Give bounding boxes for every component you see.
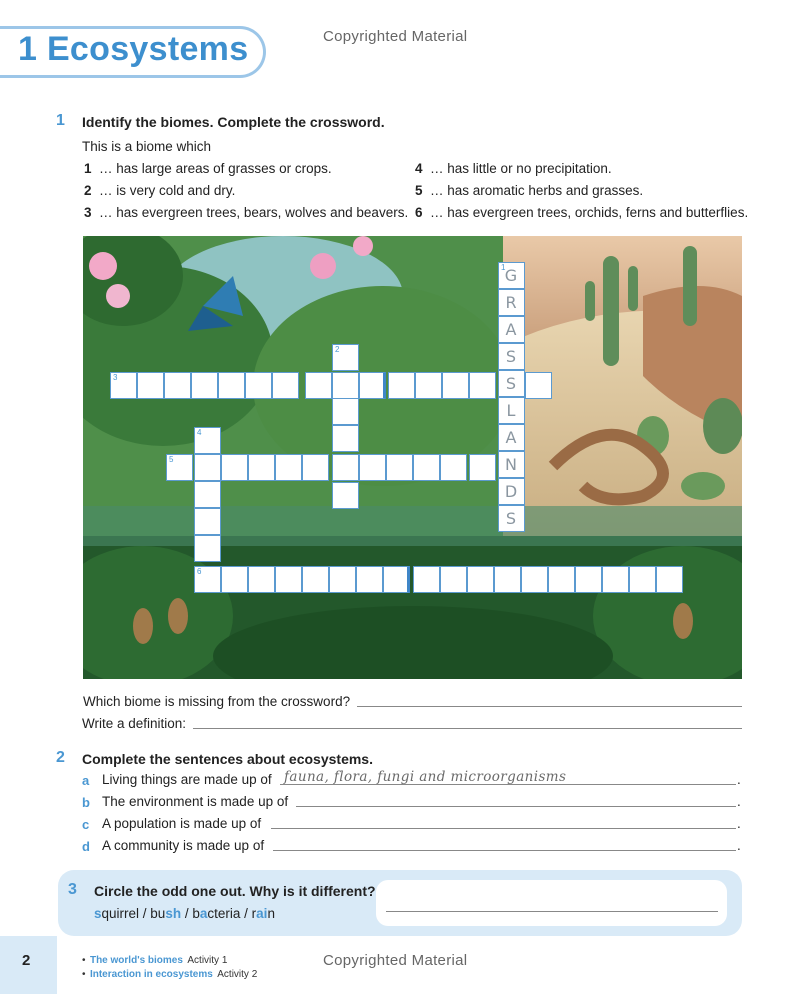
crossword-cell[interactable] bbox=[498, 262, 525, 289]
page-number: 2 bbox=[22, 952, 31, 969]
item-letter: d bbox=[82, 839, 90, 854]
exercise-3-answer-line[interactable] bbox=[386, 911, 718, 912]
clue-number: 3 bbox=[84, 205, 92, 220]
clue-number: 2 bbox=[84, 183, 92, 198]
crossword-cell[interactable] bbox=[194, 427, 221, 454]
clue-number: 6 bbox=[415, 205, 423, 220]
cell-number: 6 bbox=[197, 567, 202, 576]
item-letter: b bbox=[82, 795, 90, 810]
crossword-cell[interactable] bbox=[194, 535, 221, 562]
exercise-2-number: 2 bbox=[56, 749, 65, 766]
cell-letter: A bbox=[505, 428, 517, 447]
crossword-cell[interactable] bbox=[498, 289, 525, 316]
crossword-cell[interactable] bbox=[218, 372, 245, 399]
word-separator: / bbox=[240, 906, 252, 921]
crossword-cell[interactable] bbox=[656, 566, 683, 593]
cell-letter: G bbox=[504, 266, 518, 285]
exercise-1-intro: This is a biome which bbox=[82, 139, 212, 154]
activity-label: Activity 2 bbox=[217, 969, 258, 980]
word-squirrel[interactable]: squirrel bbox=[94, 906, 140, 921]
footer-link-2 bbox=[82, 964, 257, 982]
clue-text: … has aromatic herbs and grasses. bbox=[430, 183, 644, 198]
crossword-cell[interactable] bbox=[498, 370, 525, 397]
crossword-cell[interactable] bbox=[498, 424, 525, 451]
crossword-cell[interactable] bbox=[332, 372, 359, 399]
crossword-cell[interactable] bbox=[440, 454, 467, 481]
definition-prompt: Write a definition: bbox=[82, 716, 187, 731]
exercise-3-answer-box[interactable] bbox=[376, 880, 727, 926]
sentence-a-period: . bbox=[737, 772, 741, 787]
sentence-a: Living things are made up of bbox=[102, 772, 272, 787]
crossword-cell[interactable] bbox=[498, 478, 525, 505]
clue-number: 5 bbox=[415, 183, 423, 198]
cell-letter: R bbox=[505, 293, 517, 312]
clue-number: 1 bbox=[84, 161, 92, 176]
crossword-cell[interactable] bbox=[548, 566, 575, 593]
crossword-cell[interactable] bbox=[469, 454, 496, 481]
clue-1 bbox=[84, 161, 332, 176]
crossword-cell[interactable] bbox=[359, 372, 386, 399]
missing-biome-answer-line[interactable] bbox=[357, 706, 742, 707]
sentence-a-answer: fauna, flora, fungi and microorganisms bbox=[284, 769, 567, 785]
crossword-cell[interactable] bbox=[221, 566, 248, 593]
crossword-cell[interactable] bbox=[137, 372, 164, 399]
crossword-cell[interactable] bbox=[498, 343, 525, 370]
bullet: • bbox=[82, 969, 86, 980]
cell-number: 2 bbox=[335, 345, 340, 354]
clue-3 bbox=[84, 205, 408, 220]
word-separator: / bbox=[181, 906, 193, 921]
crossword-cell[interactable] bbox=[525, 372, 552, 399]
link-worlds-biomes[interactable]: The world's biomes bbox=[89, 955, 183, 966]
crossword-cell[interactable] bbox=[164, 372, 191, 399]
odd-one-out-words bbox=[94, 906, 275, 921]
sentence-c: A population is made up of bbox=[102, 816, 262, 831]
crossword-cell[interactable] bbox=[332, 425, 359, 452]
crossword-cell[interactable] bbox=[275, 454, 302, 481]
crossword-cell[interactable] bbox=[521, 566, 548, 593]
crossword-cell[interactable] bbox=[166, 454, 193, 481]
word-separator: / bbox=[139, 906, 151, 921]
clue-text: … has evergreen trees, bears, wolves and beavers. bbox=[99, 205, 409, 220]
word-rain[interactable]: rain bbox=[251, 906, 275, 921]
missing-biome-question: Which biome is missing from the crossword? bbox=[83, 694, 351, 709]
crossword-cell[interactable] bbox=[275, 566, 302, 593]
crossword-cell[interactable] bbox=[194, 481, 221, 508]
crossword-cell[interactable] bbox=[332, 344, 359, 371]
biomes-illustration bbox=[83, 236, 742, 679]
word-bacteria[interactable]: bacteria bbox=[192, 906, 241, 921]
crossword-cell[interactable] bbox=[110, 372, 137, 399]
crossword-cell[interactable] bbox=[498, 316, 525, 343]
cell-letter: S bbox=[505, 374, 517, 393]
sentence-b: The environment is made up of bbox=[102, 794, 289, 809]
item-letter: c bbox=[82, 817, 90, 832]
bullet: • bbox=[82, 955, 86, 966]
crossword-cell[interactable] bbox=[329, 566, 356, 593]
crossword-cell[interactable] bbox=[356, 566, 383, 593]
clue-6 bbox=[415, 205, 748, 220]
sentence-c-period: . bbox=[737, 816, 741, 831]
crossword-cell[interactable] bbox=[494, 566, 521, 593]
exercise-1-number: 1 bbox=[56, 112, 65, 129]
crossword-cell[interactable] bbox=[302, 566, 329, 593]
crossword-cell[interactable] bbox=[629, 566, 656, 593]
item-letter: a bbox=[82, 773, 90, 788]
crossword-cell[interactable] bbox=[248, 454, 275, 481]
clue-text: … has evergreen trees, orchids, ferns and butterflies. bbox=[430, 205, 749, 220]
clue-5 bbox=[415, 183, 643, 198]
crossword-cell[interactable] bbox=[498, 451, 525, 478]
exercise-3-title: Circle the odd one out. Why is it different? bbox=[94, 883, 376, 899]
sentence-c-answer-line[interactable] bbox=[271, 828, 736, 829]
cell-number: 1 bbox=[501, 263, 506, 272]
sentence-d-answer-line[interactable] bbox=[273, 850, 736, 851]
clue-text: … has large areas of grasses or crops. bbox=[99, 161, 332, 176]
cell-letter: A bbox=[505, 320, 517, 339]
cell-letter: D bbox=[504, 482, 518, 501]
cell-letter: N bbox=[505, 455, 517, 474]
exercise-3-number: 3 bbox=[68, 881, 77, 898]
crossword-cell[interactable] bbox=[440, 566, 467, 593]
exercise-1-title: Identify the biomes. Complete the crossword. bbox=[82, 114, 385, 130]
crossword-cell[interactable] bbox=[194, 454, 221, 481]
sentence-b-answer-line[interactable] bbox=[296, 806, 736, 807]
crossword-cell[interactable] bbox=[498, 397, 525, 424]
crossword-cell[interactable] bbox=[415, 372, 442, 399]
crossword-cell[interactable] bbox=[413, 454, 440, 481]
crossword-cell[interactable] bbox=[413, 566, 440, 593]
clue-2 bbox=[84, 183, 235, 198]
crossword-cell[interactable] bbox=[305, 372, 332, 399]
sentence-d-period: . bbox=[737, 838, 741, 853]
crossword-cell[interactable] bbox=[194, 566, 221, 593]
cell-letter: S bbox=[505, 347, 517, 366]
clue-text: … is very cold and dry. bbox=[99, 183, 236, 198]
definition-answer-line[interactable] bbox=[193, 728, 742, 729]
crossword-cell[interactable] bbox=[332, 398, 359, 425]
crossword-cell[interactable] bbox=[359, 454, 386, 481]
cell-number: 4 bbox=[197, 428, 202, 437]
crossword-cell[interactable] bbox=[602, 566, 629, 593]
clue-number: 4 bbox=[415, 161, 423, 176]
crossword-cell[interactable] bbox=[383, 566, 410, 593]
crossword-cell[interactable] bbox=[245, 372, 272, 399]
sentence-a-answer-line[interactable] bbox=[280, 784, 736, 785]
crossword-cell[interactable] bbox=[248, 566, 275, 593]
crossword-cell[interactable] bbox=[191, 372, 218, 399]
crossword-cell[interactable] bbox=[332, 482, 359, 509]
crossword-cell[interactable] bbox=[386, 454, 413, 481]
crossword-cell[interactable] bbox=[467, 566, 494, 593]
crossword-cell[interactable] bbox=[194, 508, 221, 535]
chapter-title: 1 Ecosystems bbox=[18, 30, 249, 68]
exercise-2-title: Complete the sentences about ecosystems. bbox=[82, 751, 373, 767]
cell-number: 3 bbox=[113, 373, 118, 382]
cell-letter: L bbox=[506, 401, 516, 420]
crossword-cell[interactable] bbox=[272, 372, 299, 399]
word-bush[interactable]: bush bbox=[150, 906, 182, 921]
crossword-cell[interactable] bbox=[575, 566, 602, 593]
crossword-cell[interactable] bbox=[442, 372, 469, 399]
crossword-cell[interactable] bbox=[302, 454, 329, 481]
clue-text: … has little or no precipitation. bbox=[430, 161, 612, 176]
crossword-cell[interactable] bbox=[221, 454, 248, 481]
copyright-notice-top: Copyrighted Material bbox=[323, 28, 468, 45]
copyright-notice-bottom: Copyrighted Material bbox=[323, 952, 468, 969]
clue-4 bbox=[415, 161, 612, 176]
cell-letter: S bbox=[505, 509, 517, 528]
crossword-cell[interactable] bbox=[498, 505, 525, 532]
activity-label: Activity 1 bbox=[187, 955, 228, 966]
crossword-cell[interactable] bbox=[469, 372, 496, 399]
crossword-cell[interactable] bbox=[332, 454, 359, 481]
sentence-d: A community is made up of bbox=[102, 838, 265, 853]
link-interaction-in-ecosystems[interactable]: Interaction in ecosystems bbox=[89, 969, 213, 980]
crossword-cell[interactable] bbox=[388, 372, 415, 399]
sentence-b-period: . bbox=[737, 794, 741, 809]
cell-number: 5 bbox=[169, 455, 174, 464]
